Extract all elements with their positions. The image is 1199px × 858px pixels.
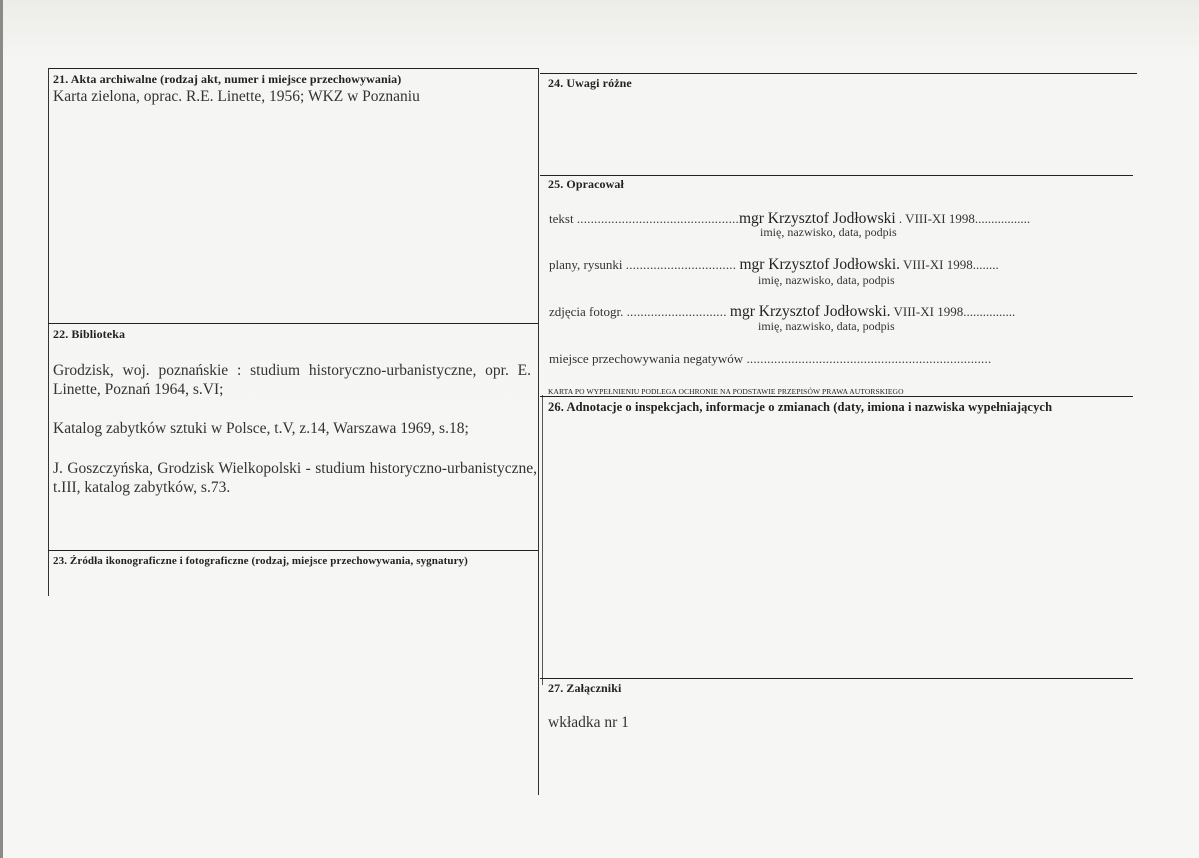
section-25-header: 25. Opracował bbox=[548, 177, 624, 191]
author-name: mgr Krzysztof Jodłowski. bbox=[729, 303, 891, 320]
center-divider bbox=[538, 68, 539, 795]
author-row-dots: ............................. bbox=[626, 304, 727, 319]
section-27-rule bbox=[540, 678, 1133, 679]
page-edge bbox=[0, 0, 3, 858]
bibliography-entry-3: J. Goszczyńska, Grodzisk Wielkopolski - studium historyczno-urbanistyczne, t.III, katalog zabytków, s.73. bbox=[53, 460, 537, 496]
section-23-header: 23. Źródła ikonograficzne i fotograficzne (rodzaj, miejsce przechowywania, sygnatury) bbox=[53, 555, 468, 567]
top-rule-right bbox=[540, 73, 1137, 74]
author-row-caption: imię, nazwisko, data, podpis bbox=[758, 319, 895, 333]
attachments-content: wkładka nr 1 bbox=[548, 714, 629, 731]
negatives-row bbox=[549, 351, 991, 367]
author-row-caption: imię, nazwisko, data, podpis bbox=[758, 273, 895, 287]
section-26-rule bbox=[540, 396, 1133, 397]
author-row-label: plany, rysunki bbox=[549, 257, 623, 272]
top-rule-left bbox=[48, 68, 538, 69]
bibliography-entry-2: Katalog zabytków sztuki w Polsce, t.V, z.14, Warszawa 1969, s.18; bbox=[53, 420, 469, 437]
author-name: mgr Krzysztof Jodłowski bbox=[738, 210, 896, 227]
author-date: VIII-XI 1998................ bbox=[893, 304, 1016, 319]
center-divider-inner bbox=[542, 395, 543, 685]
author-name: mgr Krzysztof Jodłowski. bbox=[739, 256, 901, 273]
author-row-caption: imię, nazwisko, data, podpis bbox=[760, 225, 897, 239]
section-22-rule bbox=[48, 323, 538, 324]
author-row-dots: ................................ bbox=[625, 257, 737, 272]
section-21-content: Karta zielona, oprac. R.E. Linette, 1956; WKZ w Poznaniu bbox=[53, 88, 420, 105]
author-row-label: zdjęcia fotogr. bbox=[549, 304, 624, 319]
author-row-label: tekst bbox=[549, 211, 574, 226]
copyright-notice: KARTA PO WYPEŁNIENIU PODLEGA OCHRONIE NA PODSTAWIE PRZEPISÓW PRAWA AUTORSKIEGO bbox=[548, 387, 904, 396]
author-row-dots: ............................................... bbox=[576, 211, 739, 226]
section-22-header: 22. Biblioteka bbox=[53, 327, 126, 341]
section-26-header: 26. Adnotacje o inspekcjach, informacje o zmianach (daty, imiona i nazwiska wypełniających bbox=[548, 400, 1053, 414]
author-row-plans bbox=[549, 256, 999, 274]
author-date: . VIII-XI 1998................. bbox=[898, 211, 1031, 226]
section-25-rule bbox=[540, 175, 1133, 176]
negatives-label: miejsce przechowywania negatywów bbox=[549, 351, 744, 366]
section-27-header: 27. Załączniki bbox=[548, 681, 622, 695]
section-23-rule bbox=[48, 550, 538, 551]
negatives-dots: ....................................................................... bbox=[746, 351, 992, 366]
section-24-header: 24. Uwagi różne bbox=[548, 76, 632, 90]
author-date: VIII-XI 1998........ bbox=[903, 257, 999, 272]
section-21-header: 21. Akta archiwalne (rodzaj akt, numer i miejsce przechowywania) bbox=[53, 72, 402, 86]
bibliography-entry-1: Grodzisk, woj. poznańskie : studium historyczno-urbanistyczne, opr. E. Linette, Poznań 1964, s.VI; bbox=[53, 362, 531, 398]
left-border bbox=[48, 68, 49, 596]
